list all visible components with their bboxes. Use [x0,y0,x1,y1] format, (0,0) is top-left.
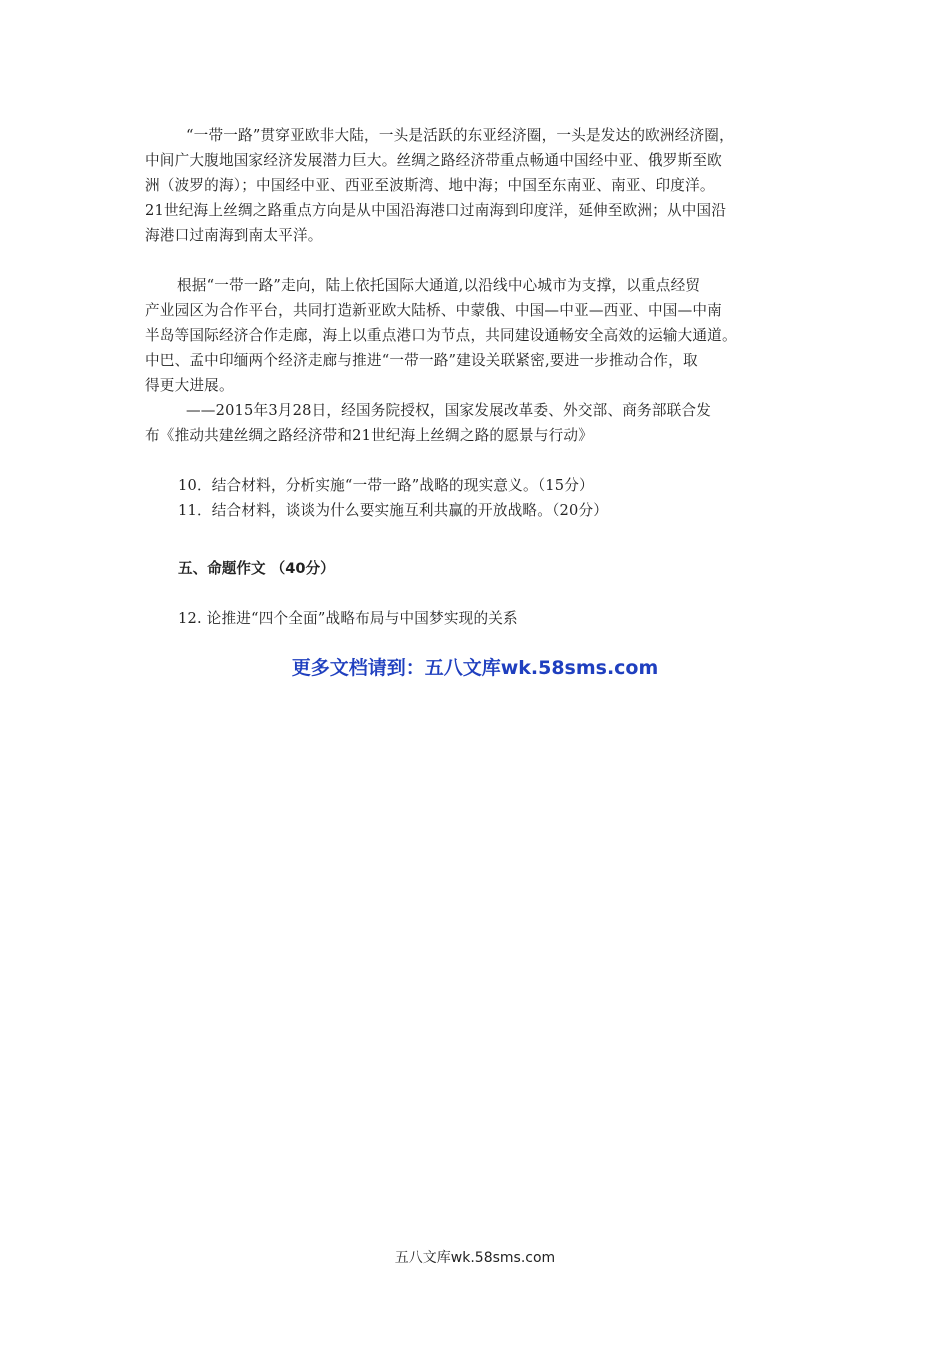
paragraph2-line-5: 得更大进展。 [145,377,234,394]
source-line-1: ——2015年3月28日，经国务院授权，国家发展改革委、外交部、商务部联合发 [186,402,712,419]
paragraph2-line-4: 中巴、孟中印缅两个经济走廊与推进“一带一路”建设关联紧密,要进一步推动合作，取 [145,352,698,369]
paragraph1-line-4: 21世纪海上丝绸之路重点方向是从中国沿海港口过南海到印度洋，延伸至欧洲；从中国沿 [145,202,727,219]
question-12: 12. 论推进“四个全面”战略布局与中国梦实现的关系 [178,610,518,627]
question-11: 11．结合材料，谈谈为什么要实施互利共赢的开放战略。（20分） [178,502,609,519]
paragraph2-line-2: 产业园区为合作平台，共同打造新亚欧大陆桥、中蒙俄、中国—中亚—西亚、中国—中南 [145,302,722,319]
paragraph2-line-1: 根据“一带一路”走向，陆上依托国际大通道,以沿线中心城市为支撑，以重点经贸 [177,277,701,294]
page-footer: 五八文库wk.58sms.com [394,1250,556,1266]
paragraph1-line-3: 洲（波罗的海）；中国经中亚、西亚至波斯湾、地中海；中国至东南亚、南亚、印度洋。 [145,177,715,194]
paragraph1-line-2: 中间广大腹地国家经济发展潜力巨大。丝绸之路经济带重点畅通中国经中亚、俄罗斯至欧 [145,152,722,169]
question-10: 10．结合材料，分析实施“一带一路”战略的现实意义。（15分） [178,477,594,494]
promo-link[interactable]: 更多文档请到：五八文库wk.58sms.com [291,657,659,679]
paragraph2-line-3: 半岛等国际经济合作走廊，海上以重点港口为节点，共同建设通畅安全高效的运输大通道。 [145,327,737,344]
section5-heading: 五、命题作文 （40分） [178,560,335,577]
paragraph1-line-5: 海港口过南海到南太平洋。 [145,227,323,244]
source-line-2: 布《推动共建丝绸之路经济带和21世纪海上丝绸之路的愿景与行动》 [145,427,593,444]
paragraph1-line-1: “一带一路”贯穿亚欧非大陆，一头是活跃的东亚经济圈，一头是发达的欧洲经济圈， [186,127,734,144]
